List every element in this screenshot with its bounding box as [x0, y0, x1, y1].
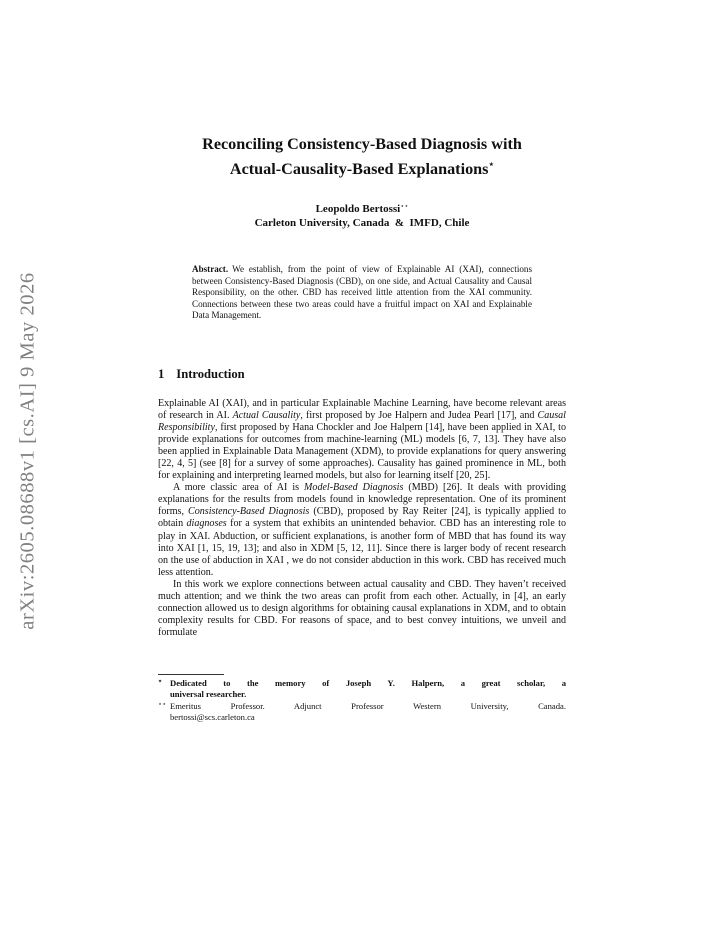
p2-emphasis-cbd: Consistency-Based Diagnosis [188, 506, 310, 518]
footnotes [158, 674, 566, 723]
abstract-label: Abstract. [192, 264, 229, 274]
footnote-2-line-1: Emeritus Professor. Adjunct Professor Western University, Canada. [170, 700, 566, 711]
footnote-1-mark: ⋆ [158, 678, 163, 685]
title-line-1: Reconciling Consistency-Based Diagnosis with [202, 135, 522, 153]
footnote-2-mark: ⋆⋆ [158, 700, 167, 708]
p1-emphasis-actual-causality: Actual Causality [232, 410, 301, 422]
title-line-2-text: Actual-Causality-Based Explanations [229, 160, 489, 178]
footnote-dedication [158, 678, 566, 701]
p2-emphasis-mbd: Model-Based Diagnosis [304, 482, 404, 494]
paragraph-3: In this work we explore connections between actual causality and CBD. They haven’t received much attention; and we think the two areas can profit from each other. Actually, in [4], an early connection allowed us to design algorithms for obtaining causal explanations in XDM, and to obtain complexity results for CBD. For reasons of space, and to best convey intuitions, we unveil and formulate [158, 578, 566, 638]
arxiv-identifier: arXiv:2605.08688v1 [cs.AI] 9 May 2026 [16, 272, 39, 630]
paragraph-1 [158, 398, 566, 482]
abstract [192, 264, 532, 322]
section-number: 1 [158, 367, 165, 381]
footnote-1-line-2: universal researcher. [170, 689, 247, 700]
author-email: bertossi@scs.carleton.ca [170, 711, 255, 722]
footnote-rule [158, 674, 224, 675]
p1-emphasis-causal-responsibility: Causal Responsibility [158, 410, 566, 434]
title-footnote-mark: ⋆ [488, 159, 495, 169]
section-title: Introduction [176, 367, 245, 381]
p2-emphasis-diagnoses: diagnoses [186, 518, 227, 530]
abstract-text: We establish, from the point of view of Explainable AI (XAI), connections between Consistency-Based Diagnosis (CBD), on one side, and Actual Causality and Causal Responsibility, on the other. CBD has received little attention from the XAI community. Connections between these two areas could have a fruitful impact on XAI and Explainable Data Management. [192, 264, 532, 321]
section-heading [158, 367, 245, 382]
p2-text-e: (CBD), proposed by Ray Reiter [24], is typically applied to obtain [158, 506, 566, 530]
arxiv-sidebar [6, 262, 50, 640]
p1-text-a: Explainable AI (XAI), and in particular Explainable Machine Learning, have become relevant areas of research in AI. [158, 398, 566, 422]
author-footnote-mark: ⋆⋆ [400, 203, 409, 210]
footnote-1-line-1: Dedicated to the memory of Joseph Y. Halpern, a great scholar, a [170, 678, 566, 688]
p2-text-a: A more classic area of AI is [173, 482, 305, 494]
p1-text-c: , first proposed by Joe Halpern and Judea Pearl [17], and [300, 410, 538, 422]
author-name: Leopoldo Bertossi [315, 203, 401, 215]
author-block [158, 200, 566, 230]
paper-title [158, 134, 566, 179]
p2-text-c: (MBD) [26]. It deals with providing explanations for the results from models found in knowledge representation. One of its prominent forms, [158, 482, 566, 518]
p2-text-g: for a system that exhibits an unintended behavior. CBD has an interesting role to play in XAI. Abduction, or sufficient explanations, is another form of MBD that has found its way into XAI [1, 15, 19, 13]; and also in XDM [5, 12, 11]. Since there is larger body of recent research on the use of abduction in XAI , we do not consider abduction in this work. CBD has received much less attention. [158, 518, 566, 578]
footnote-affiliation [158, 701, 566, 724]
title-line-2 [158, 154, 566, 179]
author-name-line [158, 200, 566, 216]
body-text [158, 398, 566, 639]
author-affiliation: Carleton University, Canada & IMFD, Chile [254, 217, 470, 229]
paragraph-2 [158, 482, 566, 578]
p1-text-e: , first proposed by Hana Chockler and Joe Halpern [14], have been applied in XAI, to provide explanations for outcomes from machine-learning (ML) models [6, 7, 13]. They have also been applied in Explainable Data Management (XDM), to provide explanations for query answering [22, 4, 5] (see [8] for a survey of some approaches). Causality has gained prominence in ML, both for explaining and interpreting learned models, but also for learning itself [20, 25]. [158, 422, 566, 482]
